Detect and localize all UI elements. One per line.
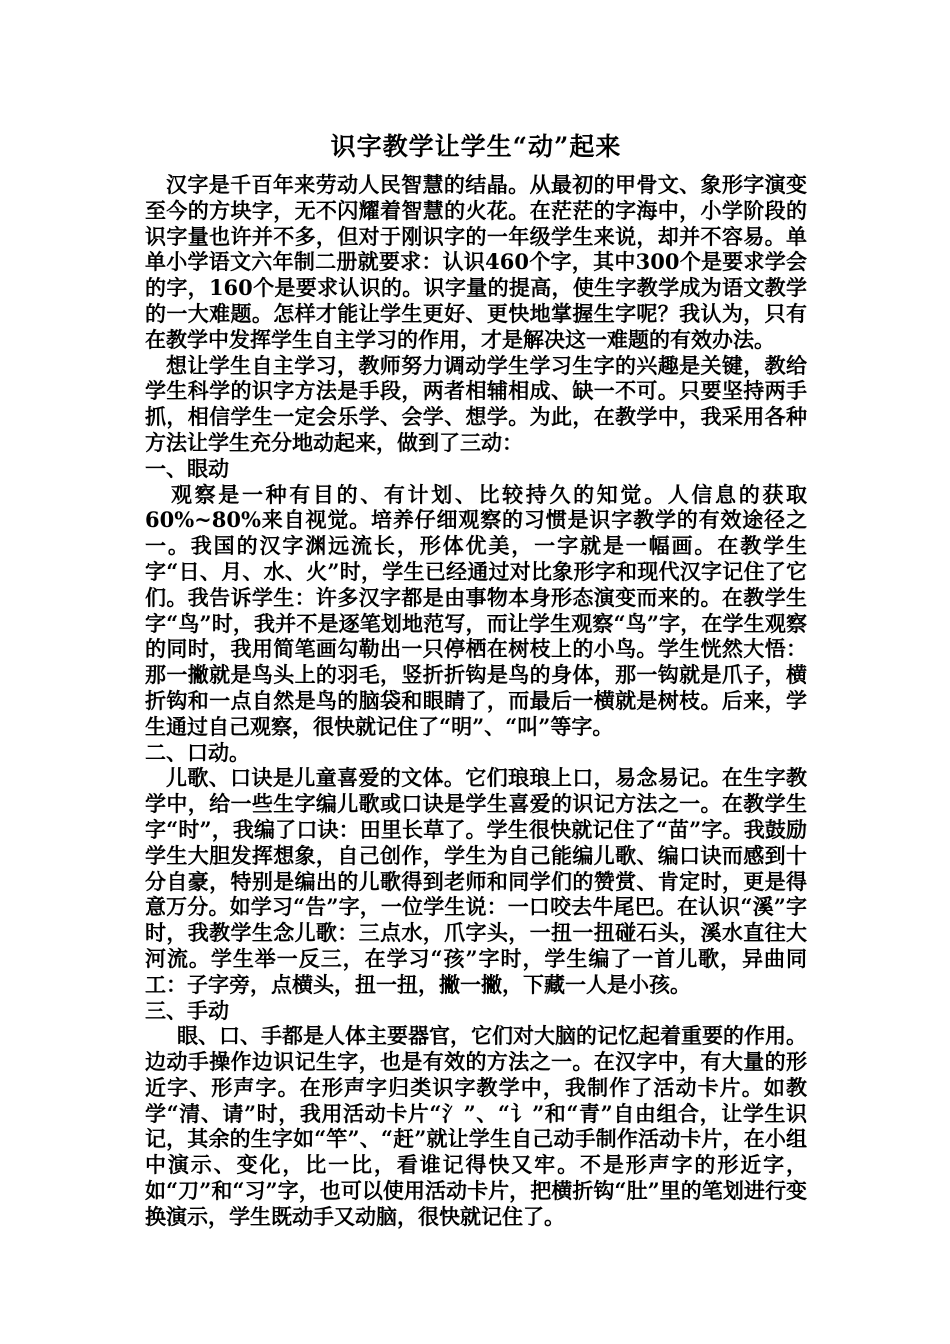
section-body-eye: 观察是一种有目的、有计划、比较持久的知觉。人信息的获取60%~80%来自视觉。培养仔细观察的习惯是识字教学的有效途径之一。我国的汉字渊远流长，形体优美，一字就是一幅画。在教学生字“日、月、水、火”时，学生已经通过对比象形字和现代汉字记住了它们。我告诉学生：许多汉字都是由事物本身形态演变而来的。在教学生字“鸟”时，我并不是逐笔划地范写，而让学生观察“鸟”字，在学生观察的同时，我用简笔画勾勒出一只停栖在树枝上的小鸟。学生恍然大悟：那一撇就是鸟头上的羽毛，竖折折钩是鸟的身体，那一钩就是爪子，横折钩和一点自然是鸟的脑袋和眼睛了，而最后一横就是树枝。后来，学生通过自己观察，很快就记住了“明”、“叫”等字。: [145, 481, 807, 739]
section-heading-eye: 一、眼动: [145, 455, 229, 481]
document-page: [145, 130, 807, 1230]
section-body-hand: 眼、口、手都是人体主要器官，它们对大脑的记忆起着重要的作用。边动手操作边识记生字，也是有效的方法之一。在汉字中，有大量的形近字、形声字。在形声字归类识字教学中，我制作了活动卡片。如教学“清、请”时，我用活动卡片“氵”、“讠”和“青”自由组合，让学生识记，其余的生字如“竿”、“赶”就让学生自己动手制作活动卡片，在小组中演示、变化，比一比，看谁记得快又牢。不是形声字的形近字，如“刀”和“习”字，也可以使用活动卡片，把横折钩“肚”里的笔划进行变换演示，学生既动手又动脑，很快就记住了。: [145, 1023, 807, 1229]
intro-paragraph-1: 汉字是千百年来劳动人民智慧的结晶。从最初的甲骨文、象形字演变至今的方块字，无不闪耀着智慧的火花。在茫茫的字海中，小学阶段的识字量也许并不多，但对于刚识字的一年级学生来说，却并不容易。单单小学语文六年制二册就要求：认识460个字，其中300个是要求学会的字，160个是要求认识的。识字量的提高，使生字教学成为语文教学的一大难题。怎样才能让学生更好、更快地掌握生字呢？我认为，只有在教学中发挥学生自主学习的作用，才是解决这一难题的有效办法。: [145, 172, 807, 352]
section-heading-mouth: 二、口动。: [145, 739, 250, 765]
intro-paragraph-2: 想让学生自主学习，教师努力调动学生学习生字的兴趣是关键，教给学生科学的识字方法是手段，两者相辅相成、缺一不可。只要坚持两手抓，相信学生一定会乐学、会学、想学。为此，在教学中，我采用各种方法让学生充分地动起来，做到了三动：: [145, 352, 807, 455]
section-heading-hand: 三、手动: [145, 997, 229, 1023]
document-title: 识字教学让学生“动”起来: [330, 132, 622, 161]
section-body-mouth: 儿歌、口诀是儿童喜爱的文体。它们琅琅上口，易念易记。在生字教学中，给一些生字编儿歌或口诀是学生喜爱的识记方法之一。在教学生字“时”，我编了口诀：田里长草了。学生很快就记住了“苗”字。我鼓励学生大胆发挥想象，自己创作，学生为自己能编儿歌、编口诀而感到十分自豪，特别是编出的儿歌得到老师和同学们的赞赏、肯定时，更是得意万分。如学习“告”字，一位学生说：一口咬去牛尾巴。在认识“溪”字时，我教学生念儿歌：三点水，爪字头，一扭一扭碰石头，溪水直往大河流。学生举一反三，在学习“孩”字时，学生编了一首儿歌，异曲同工：子字旁，点横头，扭一扭，撇一撇，下藏一人是小孩。: [145, 765, 807, 997]
